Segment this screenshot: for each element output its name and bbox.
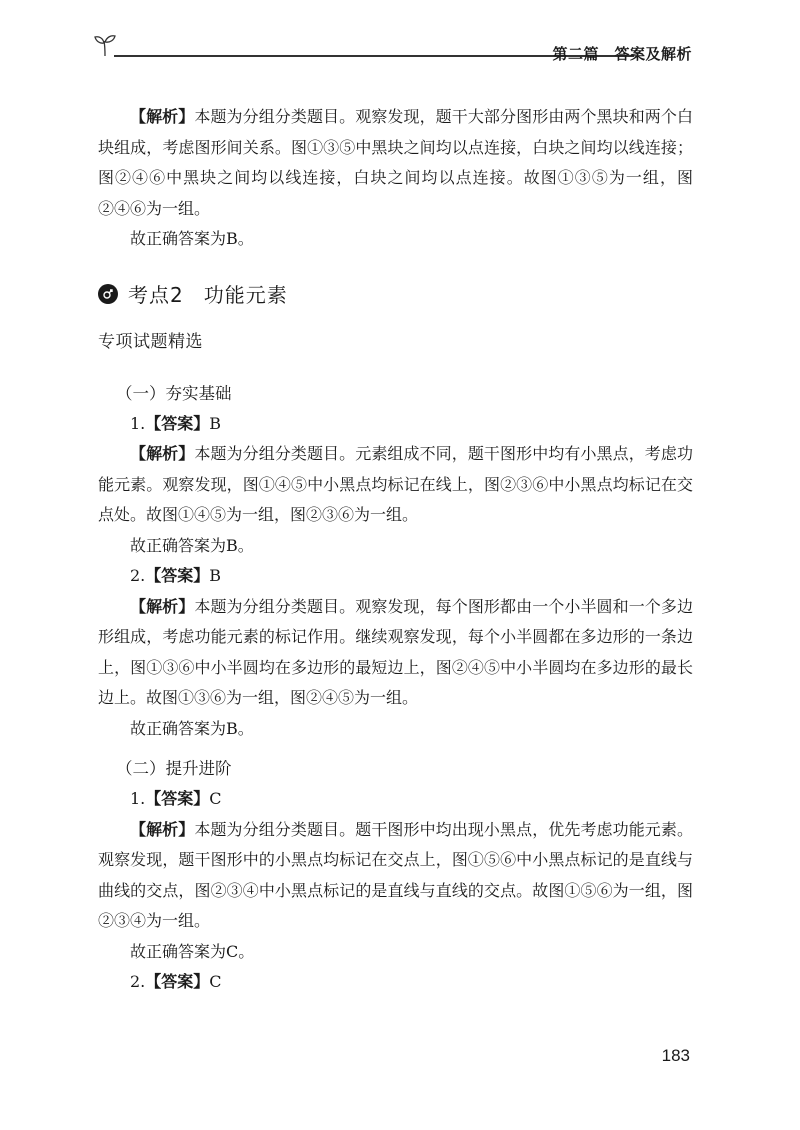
p2-q1-analysis — [98, 815, 693, 937]
p1-q1-answer — [98, 409, 693, 440]
answer-tag: 【答案】 — [145, 972, 210, 991]
section-bullet-icon — [98, 284, 118, 304]
answer-value: B — [209, 413, 222, 433]
question-label: 2. — [130, 972, 146, 991]
page-content — [98, 102, 693, 998]
p2-q1-conclusion: 故正确答案为C。 — [130, 941, 255, 961]
question-label: 1. — [130, 413, 146, 433]
intro-conclusion: 故正确答案为B。 — [130, 229, 254, 248]
p1-q2-answer — [98, 561, 693, 592]
answer-tag: 【答案】 — [145, 413, 210, 433]
analysis-tag: 【解析】 — [130, 819, 195, 839]
p2-q1-answer — [98, 784, 693, 815]
intro-analysis — [98, 102, 693, 224]
p1-q2-analysis — [98, 592, 693, 714]
analysis-tag: 【解析】 — [130, 596, 195, 616]
section-name: 功能元素 — [203, 283, 288, 307]
p1-q1-analysis — [98, 439, 693, 531]
analysis-text: 本题为分组分类题目。观察发现，每个图形都由一个小半圆和一个多边形组成，考虑功能元素的标记作用。继续观察发现，每个小半圆都在多边形的一条边上，图①③⑥中小半圆均在多边形的最短边上，图②④⑤中小半圆均在多边形的最长边上。故图①③⑥为一组，图②④⑤为一组。 — [98, 596, 693, 707]
subheading: 专项试题精选 — [98, 331, 203, 352]
analysis-tag: 【解析】 — [130, 444, 195, 463]
section-heading — [98, 279, 693, 309]
answer-value: C — [209, 789, 222, 808]
p1-q1-conclusion: 故正确答案为B。 — [130, 535, 254, 555]
analysis-tag: 【解析】 — [130, 107, 195, 126]
section-kaodian: 考点2 — [128, 283, 184, 307]
analysis-text: 本题为分组分类题目。元素组成不同，题干图形中均有小黑点，考虑功能元素。观察发现，图①④⑤中小黑点均标记在线上，图②③⑥中小黑点均标记在交点处。故图①④⑤为一组，图②③⑥为一组。 — [98, 444, 693, 524]
answer-tag: 【答案】 — [145, 566, 210, 585]
p1-q2-conclusion: 故正确答案为B。 — [130, 718, 254, 738]
p2-q2-answer — [98, 967, 693, 998]
answer-value: C — [209, 972, 222, 991]
answer-value: B — [209, 566, 222, 585]
analysis-text: 本题为分组分类题目。题干图形中均出现小黑点，优先考虑功能元素。观察发现，题干图形中的小黑点均标记在交点上，图①⑤⑥中小黑点标记的是直线与曲线的交点，图②③④中小黑点标记的是直线与直线的交点。故图①⑤⑥为一组，图②③④为一组。 — [98, 819, 693, 930]
page-number: 183 — [661, 1046, 690, 1065]
answer-tag: 【答案】 — [145, 789, 210, 808]
part1-heading: （一）夯实基础 — [116, 383, 232, 403]
page-header — [92, 32, 702, 72]
part2-heading: （二）提升进阶 — [116, 759, 232, 778]
question-label: 2. — [130, 566, 146, 585]
question-label: 1. — [130, 789, 146, 808]
header-title: 第二篇 答案及解析 — [552, 45, 692, 63]
analysis-text: 本题为分组分类题目。观察发现，题干大部分图形由两个黑块和两个白块组成，考虑图形间关系。图①③⑤中黑块之间均以点连接，白块之间均以线连接；图②④⑥中黑块之间均以线连接，白块之间均以点连接。故图①③⑤为一组，图②④⑥为一组。 — [98, 107, 693, 218]
